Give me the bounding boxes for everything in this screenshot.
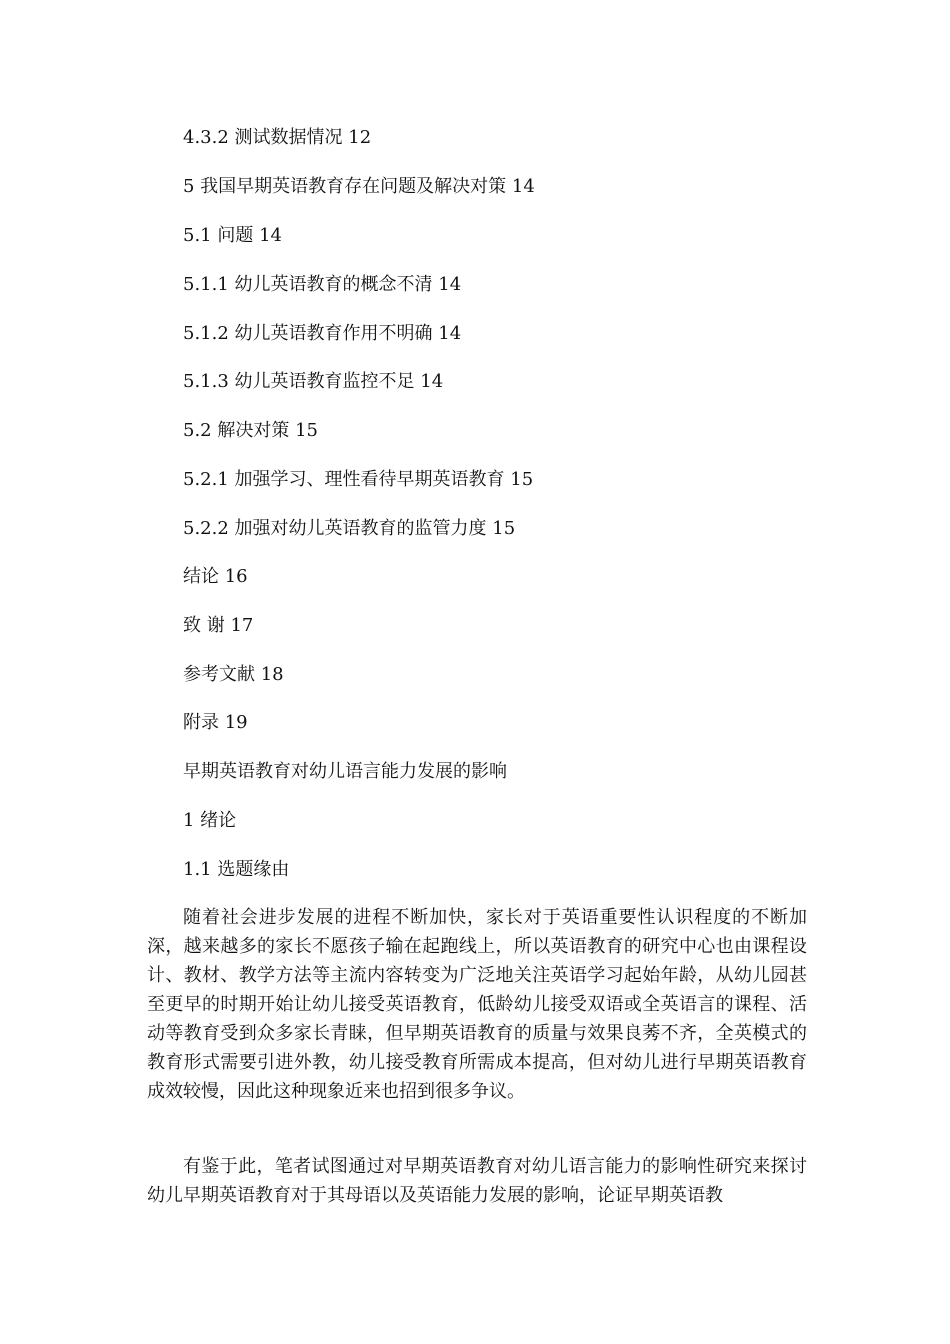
body-paragraph: 有鉴于此，笔者试图通过对早期英语教育对幼儿语言能力的影响性研究来探讨幼儿早期英语教育对于其母语以及英语能力发展的影响，论证早期英语教 bbox=[147, 1156, 807, 1206]
toc-entry: 5.1.2 幼儿英语教育作用不明确 14 bbox=[183, 323, 462, 344]
subsection-heading: 1.1 选题缘由 bbox=[183, 859, 290, 880]
toc-entry: 5.1.3 幼儿英语教育监控不足 14 bbox=[183, 371, 444, 392]
section-heading: 1 绪论 bbox=[183, 810, 237, 831]
toc-entry: 5.1.1 幼儿英语教育的概念不清 14 bbox=[183, 274, 462, 295]
body-paragraph: 随着社会进步发展的进程不断加快，家长对于英语重要性认识程度的不断加深，越来越多的家长不愿孩子输在起跑线上，所以英语教育的研究中心也由课程设计、教材、教学方法等主流内容转变为广泛地关注英语学习起始年龄，从幼儿园甚至更早的时期开始让幼儿接受英语教育，低龄幼儿接受双语或全英语言的课程、活动等教育受到众多家长青睐，但早期英语教育的质量与效果良莠不齐，全英模式的教育形式需要引进外教，幼儿接受教育所需成本提高，但对幼儿进行早期英语教育成效较慢，因此这种现象近来也招到很多争议。 bbox=[147, 907, 807, 1102]
toc-entry: 5.1 问题 14 bbox=[183, 225, 282, 246]
toc-entry: 结论 16 bbox=[183, 566, 248, 587]
toc-entry: 参考文献 18 bbox=[183, 664, 284, 685]
document-title: 早期英语教育对幼儿语言能力发展的影响 bbox=[183, 761, 507, 782]
toc-entry: 5.2 解决对策 15 bbox=[183, 420, 318, 441]
toc-entry: 5.2.1 加强学习、理性看待早期英语教育 15 bbox=[183, 469, 534, 490]
toc-entry: 附录 19 bbox=[183, 712, 248, 733]
toc-entry: 4.3.2 测试数据情况 12 bbox=[183, 127, 372, 148]
toc-entry: 5.2.2 加强对幼儿英语教育的监管力度 15 bbox=[183, 518, 516, 539]
toc-entry: 5 我国早期英语教育存在问题及解决对策 14 bbox=[183, 176, 535, 197]
toc-entry: 致 谢 17 bbox=[183, 615, 254, 636]
